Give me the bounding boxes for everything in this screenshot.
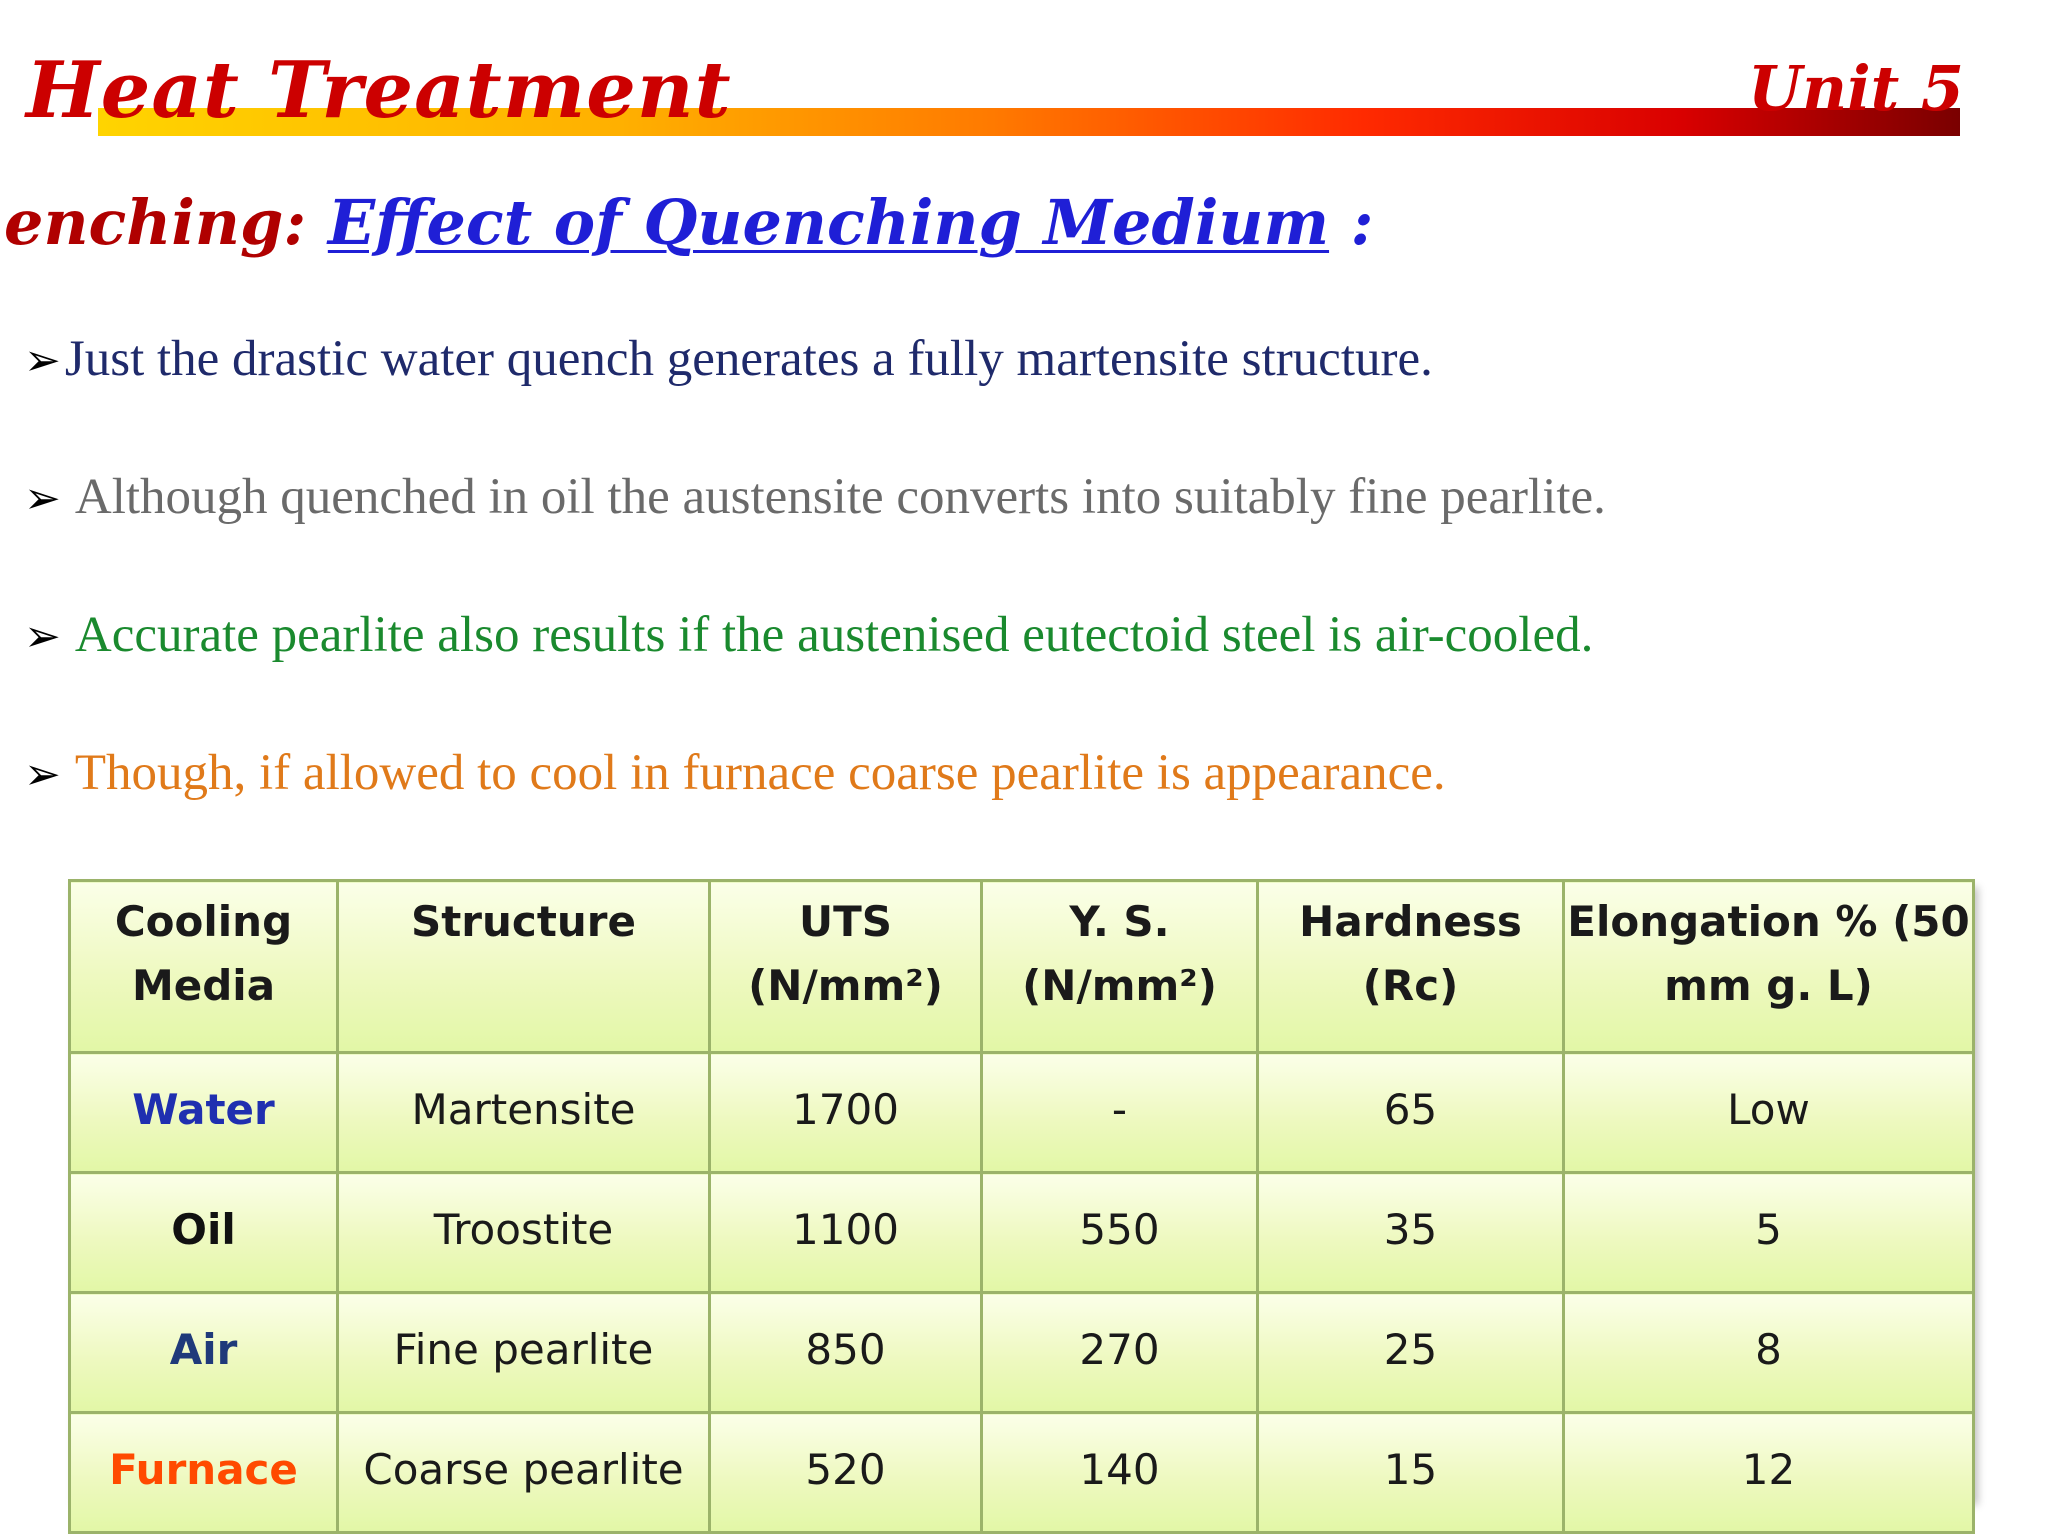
cell-elongation: 5 (1564, 1173, 1974, 1293)
cell-media: Oil (70, 1173, 338, 1293)
cell-uts: 520 (710, 1413, 982, 1533)
cell-uts: 1700 (710, 1053, 982, 1173)
arrowhead-bullet-icon: ➢ (24, 611, 61, 662)
cell-elongation: 12 (1564, 1413, 1974, 1533)
cell-structure: Coarse pearlite (338, 1413, 710, 1533)
cell-elongation: Low (1564, 1053, 1974, 1173)
bullet-text: Although quenched in oil the austensite converts into suitably fine pearlite. (74, 469, 1606, 525)
cell-hardness: 25 (1258, 1293, 1564, 1413)
header-structure: Structure (338, 881, 710, 1053)
bullet-text: Though, if allowed to cool in furnace coarse pearlite is appearance. (74, 745, 1446, 801)
section-subtitle (4, 186, 1374, 259)
arrowhead-bullet-icon: ➢ (24, 473, 61, 524)
cell-structure: Troostite (338, 1173, 710, 1293)
header-elongation: Elongation % (50 mm g. L) (1564, 881, 1974, 1053)
subtitle-colon: : (1350, 186, 1374, 259)
bullet-text: Accurate pearlite also results if the austenised eutectoid steel is air-cooled. (74, 607, 1594, 663)
bullet-text: Just the drastic water quench generates a fully martensite structure. (64, 331, 1433, 387)
cooling-media-table-container (68, 879, 1972, 1497)
table-row (70, 1413, 1974, 1533)
arrowhead-bullet-icon: ➢ (24, 335, 61, 386)
slide-title: Heat Treatment (26, 45, 732, 136)
cell-media: Furnace (70, 1413, 338, 1533)
cell-hardness: 35 (1258, 1173, 1564, 1293)
table-header-row (70, 881, 1974, 1053)
header-uts: UTS (N/mm²) (710, 881, 982, 1053)
cell-uts: 850 (710, 1293, 982, 1413)
table-row (70, 1173, 1974, 1293)
cell-uts: 1100 (710, 1173, 982, 1293)
header-cooling-media: Cooling Media (70, 881, 338, 1053)
cell-ys: 270 (982, 1293, 1258, 1413)
cell-hardness: 15 (1258, 1413, 1564, 1533)
arrowhead-bullet-icon: ➢ (24, 749, 61, 800)
cell-structure: Martensite (338, 1053, 710, 1173)
bullet-item (24, 607, 1594, 663)
bullet-item (24, 331, 1433, 387)
cell-ys: 550 (982, 1173, 1258, 1293)
bullet-item (24, 469, 1606, 525)
cooling-media-table (68, 879, 1975, 1534)
table-row (70, 1053, 1974, 1173)
cell-hardness: 65 (1258, 1053, 1564, 1173)
cell-ys: - (982, 1053, 1258, 1173)
cell-media: Water (70, 1053, 338, 1173)
table-row (70, 1293, 1974, 1413)
cell-structure: Fine pearlite (338, 1293, 710, 1413)
unit-label: Unit 5 (1747, 52, 1964, 125)
cell-ys: 140 (982, 1413, 1258, 1533)
cell-media: Air (70, 1293, 338, 1413)
subtitle-main: Effect of Quenching Medium (327, 186, 1330, 259)
header-ys: Y. S. (N/mm²) (982, 881, 1258, 1053)
cell-elongation: 8 (1564, 1293, 1974, 1413)
bullet-item (24, 745, 1446, 801)
header-hardness: Hardness (Rc) (1258, 881, 1564, 1053)
subtitle-prefix: enching: (4, 186, 307, 259)
